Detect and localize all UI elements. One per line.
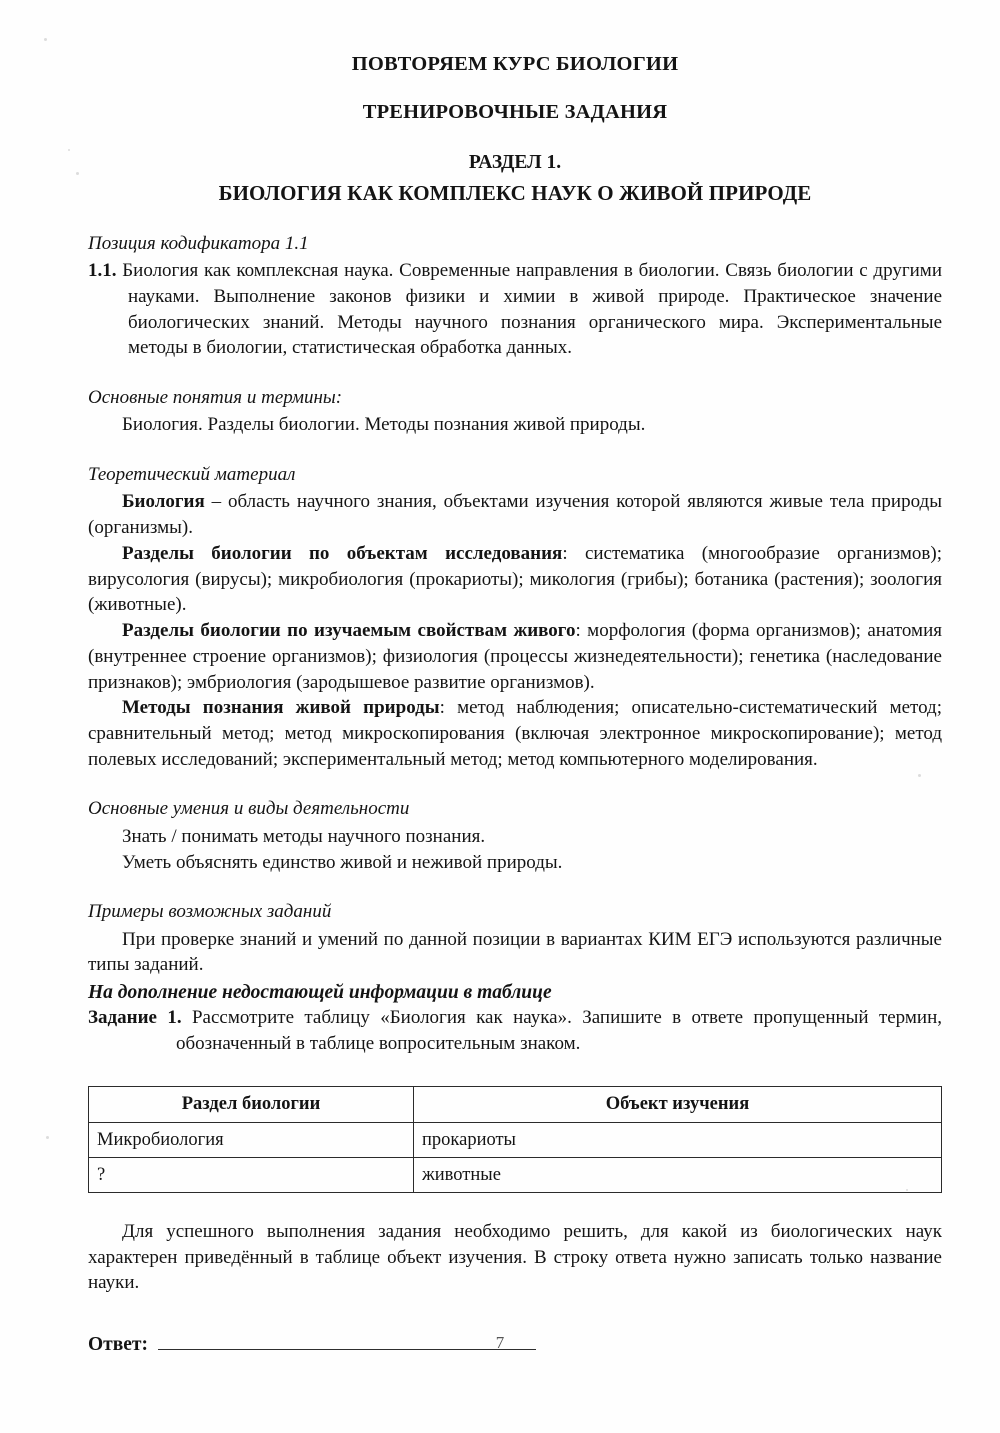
table-header-object: Объект изучения	[414, 1086, 942, 1122]
page-content	[88, 52, 942, 1356]
theory-lead-properties: Разделы биологии по изучаемым свойствам живого	[122, 620, 576, 642]
section-number: РАЗДЕЛ 1.	[468, 152, 562, 174]
section-title: БИОЛОГИЯ КАК КОМПЛЕКС НАУК О ЖИВОЙ ПРИРОДЕ	[218, 180, 812, 205]
theory-paragraph-objects	[88, 541, 942, 618]
theory-paragraph-biology	[88, 489, 942, 540]
answer-label: Ответ:	[88, 1334, 149, 1356]
quiz-table	[88, 1086, 942, 1193]
task-type-heading: На дополнение недостающей информации в таблице	[88, 982, 552, 1004]
table-cell-discipline-1: Микробиология	[89, 1122, 414, 1157]
table-cell-object-2: животные	[414, 1157, 942, 1192]
skills-heading: Основные умения и виды деятельности	[88, 798, 410, 820]
table-header-row	[89, 1086, 942, 1122]
task-1-text: Рассмотрите таблицу «Биология как наука». Запишите в ответе пропущенный термин, обозначенный в таблице вопросительным знаком.	[176, 1007, 943, 1055]
page-number: 7	[495, 1333, 505, 1352]
codifier-item-body: Биология как комплексная наука. Современные направления в биологии. Связь биологии с другими науками. Выполнение законов физики и химии в живой природе. Практическое значение биологических знаний. Методы научного познания органического мира. Экспериментальные методы в биологии, статистическая обработка данных.	[122, 260, 942, 359]
theory-text-methods: : метод наблюдения; описательно-систематический метод; сравнительный метод; метод микроскопирования (включая электронное микроскопирование); метод полевых исследований; экспериментальный метод; метод компьютерного моделирования.	[88, 697, 943, 770]
theory-heading: Теоретический материал	[88, 464, 296, 486]
codifier-item-number: 1.1.	[88, 260, 117, 282]
skills-item-explain: Уметь объяснять единство живой и неживой природы.	[122, 851, 563, 873]
table-row	[89, 1122, 942, 1157]
theory-paragraph-properties	[88, 618, 942, 695]
theory-text-objects: : систематика (многообразие организмов); вирусология (вирусы); микробиология (прокариоты); микология (грибы); ботаника (растения); зоология (животные).	[88, 542, 943, 616]
page-title: ПОВТОРЯЕМ КУРС БИОЛОГИИ	[351, 53, 679, 75]
page-subtitle: ТРЕНИРОВОЧНЫЕ ЗАДАНИЯ	[362, 100, 668, 123]
theory-text-biology: – область научного знания, объектами изучения которой являются живые тела природы (организмы).	[88, 491, 942, 539]
theory-lead-methods: Методы познания живой природы	[122, 697, 440, 719]
theory-lead-objects: Разделы биологии по объектам исследования	[122, 542, 563, 564]
theory-text-properties: : морфология (форма организмов); анатомия (внутреннее строение организмов); физиология (процессы жизнедеятельности); генетика (наследование признаков); эмбриология (зародышевое развитие организмов).	[88, 620, 942, 693]
theory-paragraph-methods	[88, 695, 942, 772]
concepts-text: Биология. Разделы биологии. Методы познания живой природы.	[122, 414, 646, 436]
concepts-heading: Основные понятия и термины:	[88, 387, 343, 409]
table-row	[89, 1157, 942, 1192]
codifier-item	[88, 258, 942, 361]
theory-lead-biology: Биология	[122, 491, 205, 513]
codifier-heading: Позиция кодификатора 1.1	[88, 232, 309, 254]
skills-item-know: Знать / понимать методы научного познания.	[122, 825, 486, 847]
table-cell-object-1: прокариоты	[414, 1122, 942, 1157]
table-header-discipline: Раздел биологии	[89, 1086, 414, 1122]
examples-heading: Примеры возможных заданий	[88, 901, 332, 923]
quiz-table-wrapper	[88, 1086, 942, 1193]
examples-intro: При проверке знаний и умений по данной позиции в вариантах КИМ ЕГЭ используются различные типы заданий.	[88, 928, 942, 976]
task-1-label: Задание 1.	[88, 1007, 182, 1029]
task-1	[88, 1005, 942, 1056]
explanation-text: Для успешного выполнения задания необходимо решить, для какой из биологических наук характерен приведённый в таблице объект изучения. В строку ответа нужно записать только название науки.	[88, 1220, 942, 1294]
table-cell-discipline-2: ?	[89, 1157, 414, 1192]
